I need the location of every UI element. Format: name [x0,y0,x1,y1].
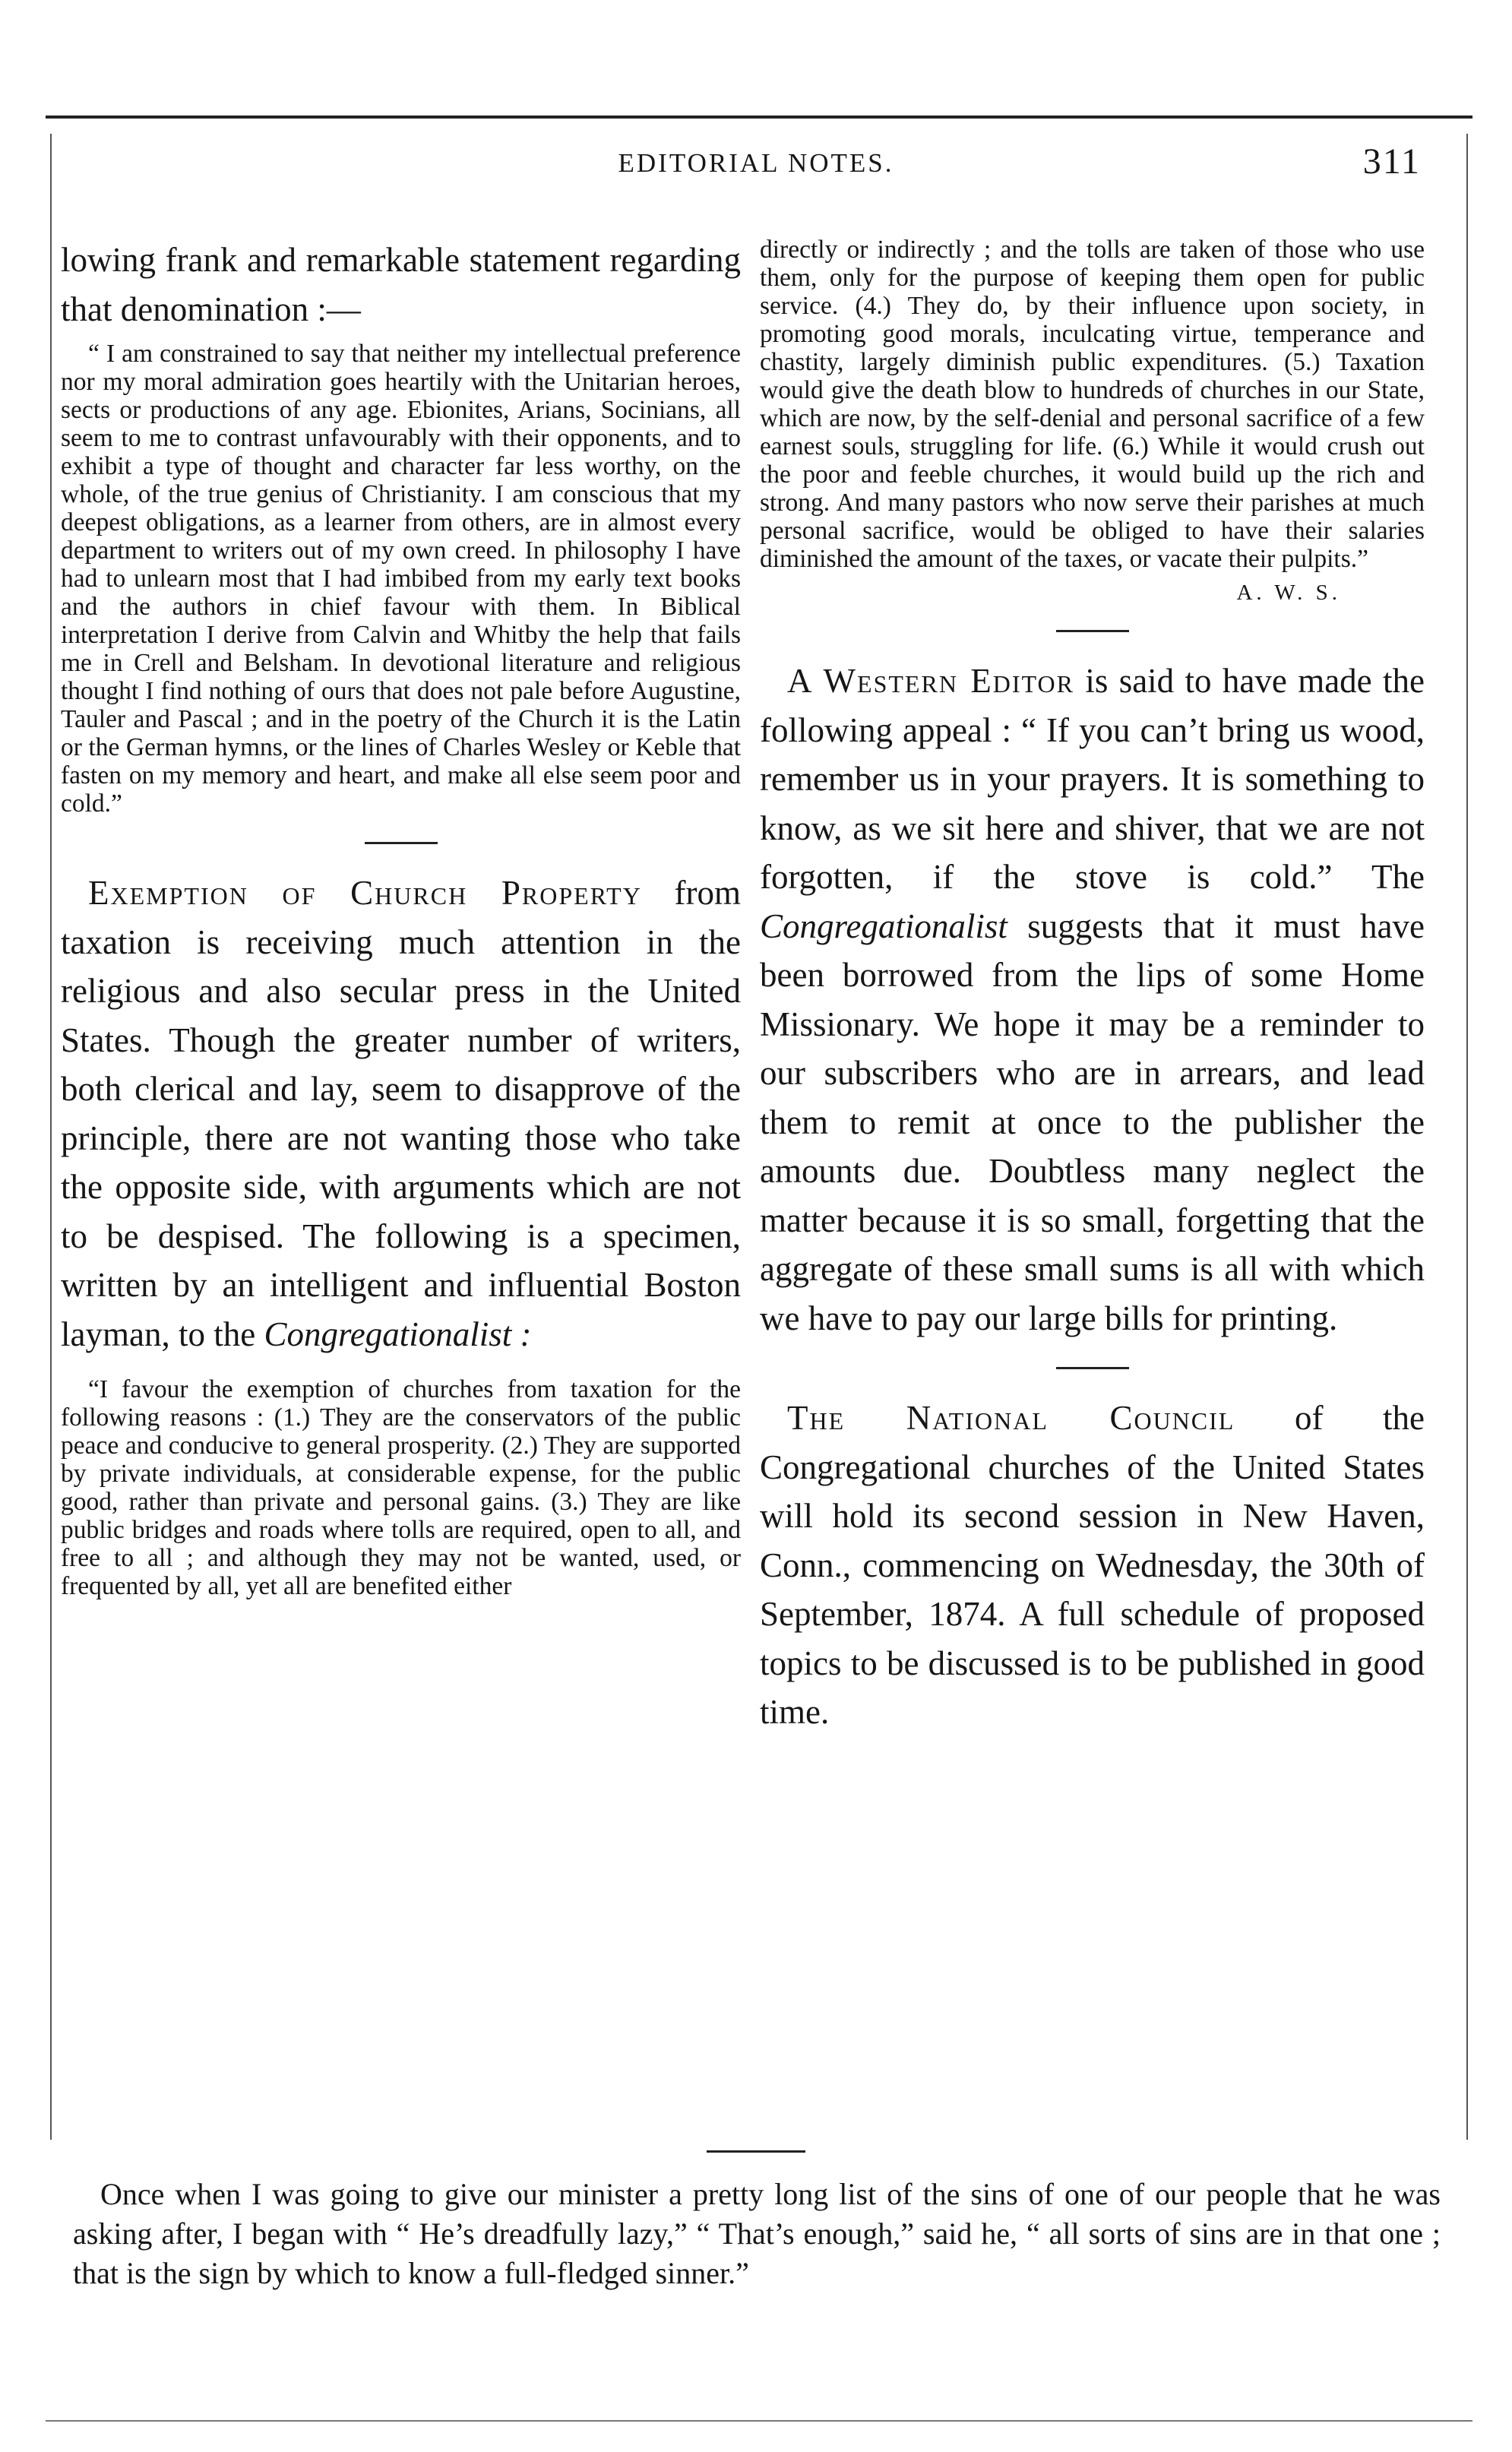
left-margin-rule [50,134,52,2140]
western-editor-paragraph [760,657,1425,1343]
right-column [760,236,1425,1737]
western-editor-text-2: suggests that it must have been borrowed from the lips of some Home Missionary. We hope it may be a reminder to our subscribers who are in arrears, and lead them to remit at once to the publisher the amounts due. Doubtless many neglect the matter because it is so small, forgetting that the aggregate of these small sums is all with which we have to pay our large bills for printing. [760,906,1425,1337]
right-margin-rule [1466,134,1468,2140]
bottom-rule [46,2420,1472,2422]
page-header [61,141,1451,194]
exemption-text: from taxation is receiving much attention in the religious and also secular press in the United States. Though the greater number of writers, both clerical and lay, seem to disapprove of the principle, there are not wanting those who take the opposite side, with arguments which are not to be despised. The following is a specimen, written by an intelligent and influential Boston layman, to the [61,874,742,1353]
running-head: EDITORIAL NOTES. [618,148,894,178]
western-editor-heading: A Western Editor [787,662,1074,700]
left-column [61,236,741,1600]
taxation-quote-continued: directly or indirectly ; and the tolls are taken of those who use them, only for the purpose of keeping them open for public service. (4.) They do, by their influence upon society, in promoting good morals, inculcating virtue, temperance and chastity, largely diminish public expenditures. (5.) Taxation would give the death blow to hundreds of churches in our State, which are now, by the self-denial and personal sacrifice of a few earnest souls, struggling for life. (6.) While it would crush out the poor and feeble churches, it would build up the rich and strong. And many pastors who now serve their parishes at much personal sacrifice, would be obliged to have their salaries diminished the amount of the taxes, or vacate their pulpits.” [760,236,1425,573]
top-rule [46,115,1472,119]
national-council-paragraph [760,1394,1425,1737]
unitarian-quote: “ I am constrained to say that neither my intellectual preference nor my moral admiration goes heartily with the Unitarian heroes, sects or productions of any age. Ebionites, Arians, Socinians, all seem to me to contrast unfavourably with their opponents, and to exhibit a type of thought and character far less worthy, on the whole, of the true genius of Christianity. I am conscious that my deepest obligations, as a learner from others, are in almost every department to writers out of my own creed. In philosophy I have had to unlearn most that I had imbibed from my early text books and the authors in chief favour with them. In Biblical interpretation I derive from Calvin and Whitby the help that fails me in Crell and Belsham. In devotional literature and religious thought I find nothing of ours that does not pale before Augustine, Tauler and Pascal ; and in the poetry of the Church it is the Latin or the German hymns, or the lines of Charles Wesley or Keble that fasten on my memory and heart, and make all else seem poor and cold.” [61,340,741,818]
western-editor-source: Congregationalist [760,906,1007,945]
exemption-source: Congregationalist : [264,1315,532,1353]
page-number: 311 [1362,141,1421,182]
national-council-heading: The National Council [787,1399,1235,1437]
bottom-separator [707,2150,805,2153]
section-separator [1056,1367,1129,1369]
national-council-text: of the Congregational churches of the United States will hold its second session in New Haven, Conn., commencing on Wednesday, the 30th of September, 1874. A full schedule of proposed topics to be discussed is to be published in good time. [760,1399,1425,1731]
bottom-anecdote: Once when I was going to give our minister a pretty long list of the sins of one of our people that he was asking after, I began with “ He’s dreadfully lazy,” “ That’s enough,” said he, “ all sorts of sins are in that one ; that is the sign by which to know a full-fledged sinner.” [73,2177,1441,2290]
quote-author: A. W. S. [1236,581,1341,605]
exemption-paragraph [61,868,741,1359]
western-editor-text-1: is said to have made the following appeal : “ If you can’t bring us wood, remember us in your prayers. It is something to know, as we sit here and shiver, that we are not forgotten, if the stove is cold.” The [760,662,1425,896]
taxation-quote: “I favour the exemption of churches from taxation for the following reasons : (1.) They are the conservators of the public peace and conducive to general prosperity. (2.) They are supported by private individuals, at considerable expense, for the public good, rather than private and personal gains. (3.) They are like public bridges and roads where tolls are required, open to all, and free to all ; and although they may not be wanted, used, or frequented by all, yet all are benefited either [61,1375,741,1600]
intro-paragraph: lowing frank and remarkable statement regarding that denomination :— [61,241,741,328]
section-separator [365,842,438,844]
section-separator [1056,630,1129,632]
exemption-heading: Exemption of Church Property [88,874,642,912]
